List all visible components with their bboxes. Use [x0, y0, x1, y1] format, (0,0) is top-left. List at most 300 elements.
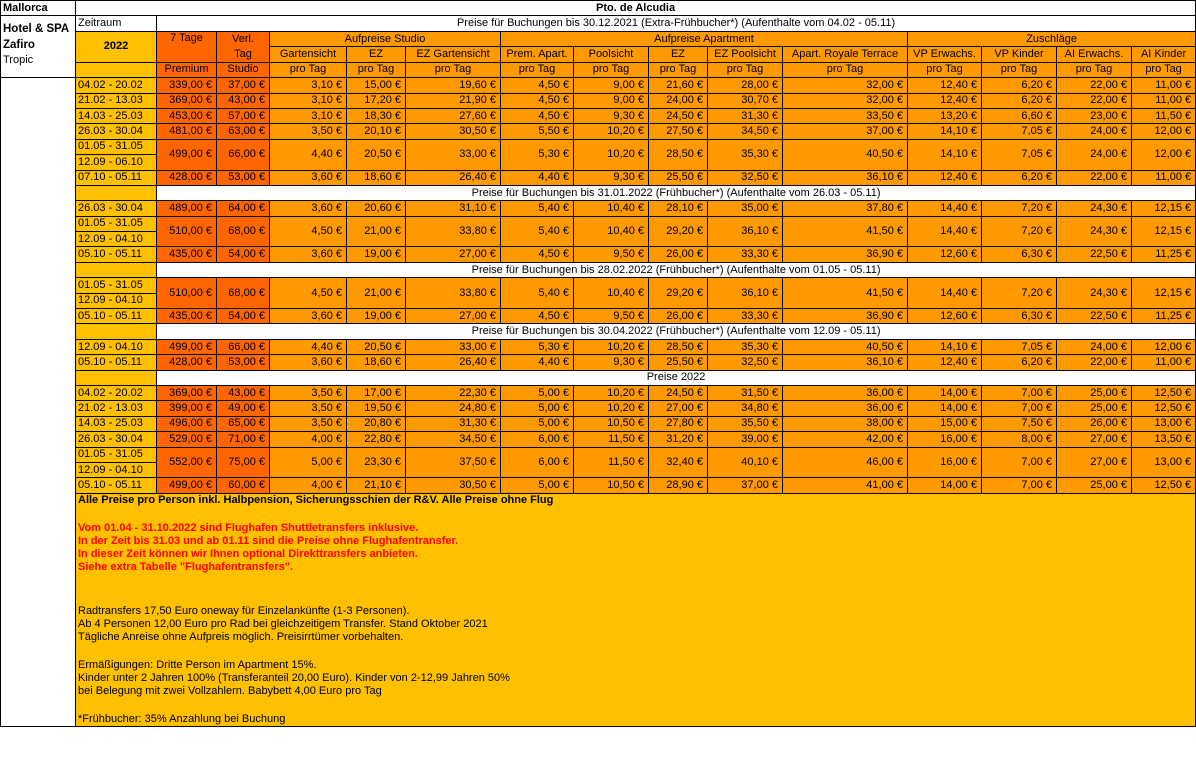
surcharge-cell: 4,00 €: [270, 432, 347, 447]
base-price-cell: 54,00 €: [217, 247, 270, 262]
surcharge-cell: 9,30 €: [574, 170, 649, 185]
base-price-cell: 552,00 €: [157, 447, 217, 478]
base-price-cell: 428,00 €: [157, 170, 217, 185]
col-7-tage: 7 Tage: [157, 31, 217, 62]
date-range-cell: 01.05 - 31.05: [76, 447, 157, 462]
col-tag-label: Tag: [234, 47, 252, 60]
table-row: [1, 355, 1196, 370]
surcharge-cell: 5,40 €: [501, 278, 574, 309]
surcharge-cell: 4,50 €: [501, 309, 574, 324]
surcharge-cell: 9,30 €: [574, 108, 649, 123]
col-header: VP Kinder: [982, 47, 1057, 63]
base-price-cell: 53,00 €: [217, 170, 270, 185]
notes-radtransfer-line: Ab 4 Personen 12,00 Euro pro Rad bei gleichzeitigem Transfer. Stand Oktober 2021: [78, 617, 488, 630]
surcharge-cell: 16,00 €: [908, 432, 982, 447]
surcharge-cell: 28,00 €: [708, 78, 783, 93]
hotel-name-line-3: Tropic: [3, 54, 34, 67]
table-row: [1, 93, 1196, 108]
surcharge-cell: 33,30 €: [708, 309, 783, 324]
surcharge-cell: 20,80 €: [347, 416, 406, 431]
surcharge-cell: 21,00 €: [347, 216, 406, 247]
surcharge-cell: 14,40 €: [908, 216, 982, 247]
surcharge-cell: 24,80 €: [406, 401, 501, 416]
col-header: EZ: [347, 47, 406, 63]
surcharge-cell: 36,10 €: [783, 355, 908, 370]
surcharge-cell: 4,50 €: [270, 216, 347, 247]
date-range-cell: 26.03 - 30.04: [76, 124, 157, 139]
surcharge-cell: 4,40 €: [501, 355, 574, 370]
surcharge-cell: 25,00 €: [1057, 478, 1132, 493]
surcharge-cell: 14,10 €: [908, 124, 982, 139]
col-verl-label: Verl.: [231, 32, 254, 45]
surcharge-cell: 14,40 €: [908, 278, 982, 309]
base-price-cell: 499,00 €: [157, 478, 217, 493]
surcharge-cell: 36,90 €: [783, 309, 908, 324]
base-price-cell: 435,00 €: [157, 309, 217, 324]
surcharge-cell: 14,10 €: [908, 339, 982, 354]
surcharge-cell: 10,20 €: [574, 139, 649, 170]
surcharge-cell: 6,20 €: [982, 78, 1057, 93]
surcharge-cell: 7,50 €: [982, 416, 1057, 431]
col-header: Poolsicht: [574, 47, 649, 63]
surcharge-cell: 10,40 €: [574, 278, 649, 309]
surcharge-cell: 12,40 €: [908, 93, 982, 108]
surcharge-cell: 3,10 €: [270, 108, 347, 123]
surcharge-cell: 25,50 €: [649, 170, 708, 185]
surcharge-cell: 31,20 €: [649, 432, 708, 447]
surcharge-cell: 7,20 €: [982, 201, 1057, 216]
unit-label: pro Tag: [708, 62, 783, 77]
surcharge-cell: 32,40 €: [649, 447, 708, 478]
surcharge-cell: 27,00 €: [1057, 432, 1132, 447]
surcharge-cell: 11,00 €: [1132, 355, 1196, 370]
surcharge-cell: 6,30 €: [982, 247, 1057, 262]
surcharge-cell: 4,00 €: [270, 478, 347, 493]
table-row: [1, 108, 1196, 123]
surcharge-cell: 32,50 €: [708, 355, 783, 370]
surcharge-cell: 18,30 €: [347, 108, 406, 123]
surcharge-cell: 29,20 €: [649, 216, 708, 247]
surcharge-cell: 10,20 €: [574, 124, 649, 139]
base-price-cell: 510,00 €: [157, 278, 217, 309]
surcharge-cell: 33,30 €: [708, 247, 783, 262]
surcharge-cell: 19,00 €: [347, 247, 406, 262]
date-range-cell: 26.03 - 30.04: [76, 432, 157, 447]
surcharge-cell: 12,40 €: [908, 170, 982, 185]
surcharge-cell: 4,50 €: [270, 278, 347, 309]
surcharge-cell: 10,20 €: [574, 339, 649, 354]
surcharge-cell: 4,50 €: [501, 78, 574, 93]
surcharge-cell: 5,30 €: [501, 339, 574, 354]
surcharge-cell: 31,50 €: [708, 385, 783, 400]
surcharge-cell: 24,00 €: [1057, 339, 1132, 354]
surcharge-cell: 9,50 €: [574, 247, 649, 262]
surcharge-cell: 21,60 €: [649, 78, 708, 93]
base-price-cell: 435,00 €: [157, 247, 217, 262]
date-range-cell: 21.02 - 13.03: [76, 93, 157, 108]
surcharge-cell: 14,00 €: [908, 385, 982, 400]
surcharge-cell: 24,00 €: [1057, 139, 1132, 170]
date-range-cell: 12.09 - 06.10: [76, 155, 157, 170]
base-price-cell: 49,00 €: [217, 401, 270, 416]
surcharge-cell: 26,40 €: [406, 170, 501, 185]
surcharge-cell: 22,50 €: [1057, 247, 1132, 262]
region-label: Mallorca: [1, 1, 76, 16]
surcharge-cell: 36,00 €: [783, 401, 908, 416]
base-price-cell: 65,00 €: [217, 416, 270, 431]
surcharge-cell: 5,30 €: [501, 139, 574, 170]
surcharge-cell: 5,40 €: [501, 216, 574, 247]
table-row: [1, 309, 1196, 324]
base-price-cell: 68,00 €: [217, 216, 270, 247]
table-row: [1, 278, 1196, 293]
surcharge-cell: 9,30 €: [574, 355, 649, 370]
surcharge-cell: 18,60 €: [347, 355, 406, 370]
base-price-cell: 453,00 €: [157, 108, 217, 123]
date-range-cell: 26.03 - 30.04: [76, 201, 157, 216]
notes-discount-line: Kinder unter 2 Jahren 100% (Transferanteil 20,00 Euro). Kinder von 2-12,99 Jahren 50%: [78, 671, 510, 684]
surcharge-cell: 13,50 €: [1132, 432, 1196, 447]
zuschlaege-header: Zuschläge: [908, 31, 1196, 47]
base-price-cell: 66,00 €: [217, 139, 270, 170]
base-price-cell: 499,00 €: [157, 139, 217, 170]
col-header: Apart. Royale Terrace: [783, 47, 908, 63]
base-price-cell: 68,00 €: [217, 278, 270, 309]
date-range-cell: 05.10 - 05.11: [76, 478, 157, 493]
surcharge-cell: 13,20 €: [908, 108, 982, 123]
surcharge-cell: 23,00 €: [1057, 108, 1132, 123]
surcharge-cell: 16,00 €: [908, 447, 982, 478]
surcharge-cell: 27,50 €: [649, 124, 708, 139]
surcharge-cell: 7,05 €: [982, 339, 1057, 354]
surcharge-cell: 3,50 €: [270, 124, 347, 139]
surcharge-cell: 11,25 €: [1132, 247, 1196, 262]
year-below-cell: [76, 62, 157, 77]
surcharge-cell: 33,00 €: [406, 339, 501, 354]
surcharge-cell: 12,50 €: [1132, 401, 1196, 416]
hotel-name-cell: [1, 16, 76, 78]
table-row: [1, 247, 1196, 262]
date-range-cell: 21.02 - 13.03: [76, 401, 157, 416]
surcharge-cell: 22,80 €: [347, 432, 406, 447]
surcharge-cell: 9,50 €: [574, 309, 649, 324]
surcharge-cell: 11,00 €: [1132, 78, 1196, 93]
date-range-cell: 12.09 - 04.10: [76, 339, 157, 354]
surcharge-cell: 35,30 €: [708, 339, 783, 354]
surcharge-cell: 26,00 €: [649, 247, 708, 262]
surcharge-cell: 12,15 €: [1132, 201, 1196, 216]
surcharge-cell: 11,00 €: [1132, 170, 1196, 185]
surcharge-cell: 6,00 €: [501, 447, 574, 478]
base-price-cell: 60,00 €: [217, 478, 270, 493]
surcharge-cell: 27,00 €: [649, 401, 708, 416]
surcharge-cell: 5,00 €: [501, 478, 574, 493]
surcharge-cell: 5,00 €: [501, 416, 574, 431]
surcharge-cell: 24,30 €: [1057, 216, 1132, 247]
surcharge-cell: 15,00 €: [908, 416, 982, 431]
notes-transfer-line: Siehe extra Tabelle "Flughafentransfers".: [78, 560, 294, 573]
premium-label: Premium: [157, 62, 217, 77]
surcharge-cell: 27,00 €: [406, 309, 501, 324]
surcharge-cell: 34,80 €: [708, 401, 783, 416]
surcharge-cell: 12,00 €: [1132, 139, 1196, 170]
surcharge-cell: 22,00 €: [1057, 355, 1132, 370]
surcharge-cell: 3,60 €: [270, 355, 347, 370]
surcharge-cell: 3,10 €: [270, 93, 347, 108]
surcharge-cell: 12,60 €: [908, 247, 982, 262]
surcharge-cell: 11,25 €: [1132, 309, 1196, 324]
surcharge-cell: 7,00 €: [982, 385, 1057, 400]
surcharge-cell: 5,40 €: [501, 201, 574, 216]
surcharge-cell: 38,00 €: [783, 416, 908, 431]
notes-radtransfer-line: Radtransfers 17,50 Euro oneway für Einzelankünfte (1-3 Personen).: [78, 604, 410, 617]
surcharge-cell: 17,20 €: [347, 93, 406, 108]
base-price-cell: 428,00 €: [157, 355, 217, 370]
surcharge-cell: 3,60 €: [270, 309, 347, 324]
surcharge-cell: 12,60 €: [908, 309, 982, 324]
section-title: Preise 2022: [157, 370, 1196, 385]
table-row: [1, 216, 1196, 231]
base-price-cell: 43,00 €: [217, 93, 270, 108]
table-row: [1, 170, 1196, 185]
surcharge-cell: 11,50 €: [1132, 108, 1196, 123]
surcharge-cell: 18,60 €: [347, 170, 406, 185]
surcharge-cell: 10,40 €: [574, 201, 649, 216]
surcharge-cell: 20,50 €: [347, 339, 406, 354]
surcharge-cell: 32,50 €: [708, 170, 783, 185]
section-date-blank: [76, 185, 157, 200]
surcharge-cell: 28,50 €: [649, 139, 708, 170]
surcharge-cell: 9,00 €: [574, 78, 649, 93]
surcharge-cell: 42,00 €: [783, 432, 908, 447]
date-range-cell: 05.10 - 05.11: [76, 247, 157, 262]
surcharge-cell: 20,60 €: [347, 201, 406, 216]
surcharge-cell: 41,50 €: [783, 216, 908, 247]
surcharge-cell: 4,40 €: [270, 139, 347, 170]
surcharge-cell: 46,00 €: [783, 447, 908, 478]
section-title-0: Preise für Buchungen bis 30.12.2021 (Extra-Frühbucher*) (Aufenthalte vom 04.02 - 05.11): [157, 16, 1196, 31]
surcharge-cell: 3,50 €: [270, 401, 347, 416]
surcharge-cell: 7,05 €: [982, 124, 1057, 139]
base-price-cell: 496,00 €: [157, 416, 217, 431]
section-date-blank: [76, 262, 157, 277]
surcharge-cell: 19,60 €: [406, 78, 501, 93]
surcharge-cell: 36,10 €: [708, 216, 783, 247]
surcharge-cell: 4,40 €: [501, 170, 574, 185]
surcharge-cell: 36,10 €: [783, 170, 908, 185]
surcharge-cell: 14,10 €: [908, 139, 982, 170]
unit-label: pro Tag: [406, 62, 501, 77]
surcharge-cell: 6,00 €: [501, 432, 574, 447]
surcharge-cell: 28,90 €: [649, 478, 708, 493]
date-range-cell: 14.03 - 25.03: [76, 416, 157, 431]
surcharge-cell: 5,50 €: [501, 124, 574, 139]
surcharge-cell: 24,00 €: [649, 93, 708, 108]
surcharge-cell: 8,00 €: [982, 432, 1057, 447]
surcharge-cell: 29,20 €: [649, 278, 708, 309]
surcharge-cell: 14,40 €: [908, 201, 982, 216]
notes-block: [76, 493, 1196, 726]
base-price-cell: 63,00 €: [217, 124, 270, 139]
unit-label: pro Tag: [908, 62, 982, 77]
notes-transfer-line: In der Zeit bis 31.03 und ab 01.11 sind die Preise ohne Flughafentransfer.: [78, 534, 459, 547]
date-range-cell: 01.05 - 31.05: [76, 139, 157, 154]
section-title: Preise für Buchungen bis 28.02.2022 (Frühbucher*) (Aufenthalte vom 01.05 - 05.11): [157, 262, 1196, 277]
base-price-cell: 510,00 €: [157, 216, 217, 247]
surcharge-cell: 35,30 €: [708, 139, 783, 170]
base-price-cell: 481,00 €: [157, 124, 217, 139]
table-row: [1, 447, 1196, 462]
date-range-cell: 05.10 - 05.11: [76, 355, 157, 370]
surcharge-cell: 21,00 €: [347, 278, 406, 309]
surcharge-cell: 3,50 €: [270, 416, 347, 431]
surcharge-cell: 28,50 €: [649, 339, 708, 354]
surcharge-cell: 32,00 €: [783, 93, 908, 108]
surcharge-cell: 11,50 €: [574, 447, 649, 478]
surcharge-cell: 41,50 €: [783, 278, 908, 309]
surcharge-cell: 5,00 €: [501, 401, 574, 416]
notes-transfer-line: In dieser Zeit können wir Ihnen optional Direkttransfers anbieten.: [78, 547, 418, 560]
surcharge-cell: 19,00 €: [347, 309, 406, 324]
surcharge-cell: 21,10 €: [347, 478, 406, 493]
surcharge-cell: 11,50 €: [574, 432, 649, 447]
notes-row: [1, 493, 1196, 726]
base-price-cell: 66,00 €: [217, 339, 270, 354]
surcharge-cell: 14,00 €: [908, 478, 982, 493]
surcharge-cell: 22,30 €: [406, 385, 501, 400]
section-title-row: [1, 370, 1196, 385]
notes-discount-line: bei Belegung mit zwei Vollzahlern. Babybett 4,00 Euro pro Tag: [78, 684, 382, 697]
notes-discount-line: Ermäßigungen: Dritte Person im Apartment 15%.: [78, 658, 317, 671]
surcharge-cell: 7,00 €: [982, 401, 1057, 416]
location-title: Pto. de Alcudia: [76, 1, 1196, 16]
base-price-cell: 75,00 €: [217, 447, 270, 478]
surcharge-cell: 3,60 €: [270, 170, 347, 185]
surcharge-cell: 10,50 €: [574, 478, 649, 493]
surcharge-cell: 17,00 €: [347, 385, 406, 400]
surcharge-cell: 12,15 €: [1132, 278, 1196, 309]
surcharge-cell: 31,30 €: [406, 416, 501, 431]
date-range-cell: 05.10 - 05.11: [76, 309, 157, 324]
surcharge-cell: 27,80 €: [649, 416, 708, 431]
surcharge-cell: 25,50 €: [649, 355, 708, 370]
surcharge-cell: 27,00 €: [406, 247, 501, 262]
surcharge-cell: 22,50 €: [1057, 309, 1132, 324]
col-header: EZ Gartensicht: [406, 47, 501, 63]
base-price-cell: 54,00 €: [217, 309, 270, 324]
table-row: [1, 401, 1196, 416]
surcharge-cell: 24,50 €: [649, 385, 708, 400]
surcharge-cell: 23,30 €: [347, 447, 406, 478]
surcharge-cell: 6,30 €: [982, 309, 1057, 324]
unit-label: pro Tag: [1132, 62, 1196, 77]
surcharge-cell: 37,50 €: [406, 447, 501, 478]
surcharge-cell: 5,00 €: [501, 385, 574, 400]
surcharge-cell: 32,00 €: [783, 78, 908, 93]
surcharge-cell: 34,50 €: [708, 124, 783, 139]
studio-label: Studio: [217, 62, 270, 77]
surcharge-cell: 7,20 €: [982, 216, 1057, 247]
section-date-blank: [76, 324, 157, 339]
section-title-row: [1, 185, 1196, 200]
col-header: AI Kinder: [1132, 47, 1196, 63]
table-row: [1, 416, 1196, 431]
table-row: [1, 78, 1196, 93]
surcharge-cell: 28,10 €: [649, 201, 708, 216]
surcharge-cell: 12,50 €: [1132, 478, 1196, 493]
surcharge-cell: 26,40 €: [406, 355, 501, 370]
surcharge-cell: 19,50 €: [347, 401, 406, 416]
base-price-cell: 57,00 €: [217, 108, 270, 123]
hotel-name-line-1: Hotel & SPA: [3, 23, 70, 36]
surcharge-cell: 30,50 €: [406, 124, 501, 139]
unit-label: pro Tag: [270, 62, 347, 77]
surcharge-cell: 11,00 €: [1132, 93, 1196, 108]
unit-label: pro Tag: [574, 62, 649, 77]
base-price-cell: 489,00 €: [157, 201, 217, 216]
table-row: [1, 139, 1196, 154]
date-range-cell: 14.03 - 25.03: [76, 108, 157, 123]
col-header: VP Erwachs.: [908, 47, 982, 63]
surcharge-cell: 24,00 €: [1057, 124, 1132, 139]
surcharge-cell: 33,00 €: [406, 139, 501, 170]
date-range-cell: 04.02 - 20.02: [76, 78, 157, 93]
surcharge-cell: 12,40 €: [908, 78, 982, 93]
surcharge-cell: 22,00 €: [1057, 78, 1132, 93]
surcharge-cell: 7,00 €: [982, 478, 1057, 493]
base-price-cell: 71,00 €: [217, 432, 270, 447]
table-row: [1, 432, 1196, 447]
unit-label: pro Tag: [783, 62, 908, 77]
unit-label: pro Tag: [649, 62, 708, 77]
base-price-cell: 64,00 €: [217, 201, 270, 216]
left-blank-column: [1, 78, 76, 727]
surcharge-cell: 10,40 €: [574, 216, 649, 247]
surcharge-cell: 39,00 €: [708, 432, 783, 447]
surcharge-cell: 40,10 €: [708, 447, 783, 478]
unit-label: pro Tag: [982, 62, 1057, 77]
hotel-name-line-2: Zafiro: [3, 39, 35, 52]
base-price-cell: 399,00 €: [157, 401, 217, 416]
date-range-cell: 12.09 - 04.10: [76, 462, 157, 477]
table-row: [1, 478, 1196, 493]
surcharge-cell: 24,30 €: [1057, 278, 1132, 309]
surcharge-cell: 30,70 €: [708, 93, 783, 108]
surcharge-cell: 31,10 €: [406, 201, 501, 216]
surcharge-cell: 12,00 €: [1132, 339, 1196, 354]
surcharge-cell: 7,00 €: [982, 447, 1057, 478]
surcharge-cell: 36,00 €: [783, 385, 908, 400]
surcharge-cell: 41,00 €: [783, 478, 908, 493]
surcharge-cell: 7,05 €: [982, 139, 1057, 170]
date-range-cell: 12.09 - 04.10: [76, 293, 157, 308]
surcharge-cell: 6,20 €: [982, 93, 1057, 108]
surcharge-cell: 4,40 €: [270, 339, 347, 354]
base-price-cell: 43,00 €: [217, 385, 270, 400]
surcharge-cell: 6,20 €: [982, 170, 1057, 185]
section-title-row: [1, 324, 1196, 339]
surcharge-cell: 3,10 €: [270, 78, 347, 93]
surcharge-cell: 3,60 €: [270, 201, 347, 216]
surcharge-cell: 4,50 €: [501, 247, 574, 262]
surcharge-cell: 21,90 €: [406, 93, 501, 108]
unit-label: pro Tag: [1057, 62, 1132, 77]
surcharge-cell: 12,50 €: [1132, 385, 1196, 400]
surcharge-cell: 30,50 €: [406, 478, 501, 493]
surcharge-cell: 20,10 €: [347, 124, 406, 139]
base-price-cell: 37,00 €: [217, 78, 270, 93]
surcharge-cell: 9,00 €: [574, 93, 649, 108]
